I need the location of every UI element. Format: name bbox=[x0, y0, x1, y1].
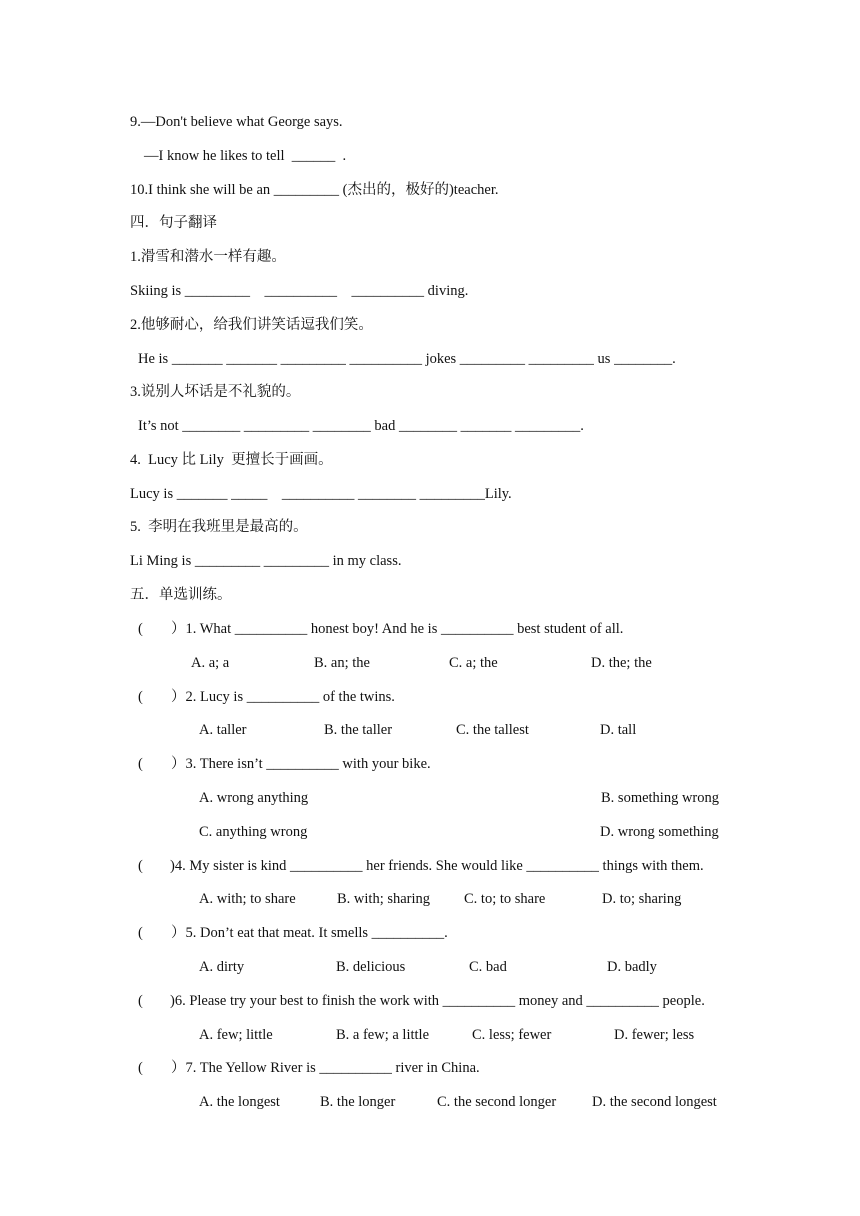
translation-3-english: It’s not ________ _________ ________ bad ________ _______ _________. bbox=[138, 418, 584, 434]
translation-4-english: Lucy is _______ _____ __________ ________ _________Lily. bbox=[130, 486, 512, 502]
translation-5-english: Li Ming is _________ _________ in my class. bbox=[130, 553, 402, 569]
mc-2-paren: ( bbox=[138, 689, 143, 705]
mc-1-option-a: A. a; a bbox=[191, 655, 230, 671]
mc-7-option-c: C. the second longer bbox=[437, 1094, 557, 1110]
mc-4-option-a: A. with; to share bbox=[199, 891, 296, 907]
mc-7-stem: ）7. The Yellow River is __________ river in China. bbox=[171, 1060, 480, 1076]
section-4-heading: 四．句子翻译 bbox=[130, 215, 217, 231]
mc-4-stem: )4. My sister is kind __________ her friends. She would like __________ things with them. bbox=[170, 858, 704, 874]
mc-6-stem: )6. Please try your best to finish the work with __________ money and __________ people. bbox=[170, 993, 705, 1009]
translation-1-english: Skiing is _________ __________ __________ diving. bbox=[130, 283, 469, 299]
mc-7-option-a: A. the longest bbox=[199, 1094, 280, 1110]
translation-2-chinese: 2.他够耐心，给我们讲笑话逗我们笑。 bbox=[130, 317, 373, 333]
mc-6-option-a: A. few; little bbox=[199, 1027, 273, 1043]
mc-2-option-c: C. the tallest bbox=[456, 722, 529, 738]
mc-4-option-d: D. to; sharing bbox=[602, 891, 682, 907]
mc-1-option-d: D. the; the bbox=[591, 655, 652, 671]
mc-7-paren: ( bbox=[138, 1060, 143, 1076]
translation-3-chinese: 3.说别人坏话是不礼貌的。 bbox=[130, 384, 301, 400]
mc-3-option-b: B. something wrong bbox=[601, 790, 720, 806]
question-9-line-2: —I know he likes to tell ______ . bbox=[144, 148, 347, 164]
mc-1-option-c: C. a; the bbox=[449, 655, 498, 671]
translation-4-chinese: 4. Lucy 比 Lily 更擅长于画画。 bbox=[130, 452, 333, 468]
mc-2-option-a: A. taller bbox=[199, 722, 247, 738]
mc-5-paren: ( bbox=[138, 925, 143, 941]
mc-6-paren: ( bbox=[138, 993, 143, 1009]
mc-2-option-b: B. the taller bbox=[324, 722, 393, 738]
mc-5-option-c: C. bad bbox=[469, 959, 507, 975]
mc-3-option-d: D. wrong something bbox=[600, 824, 719, 840]
translation-5-chinese: 5. 李明在我班里是最高的。 bbox=[130, 519, 308, 535]
mc-7-option-d: D. the second longest bbox=[592, 1094, 717, 1110]
mc-4-option-c: C. to; to share bbox=[464, 891, 546, 907]
translation-2-english: He is _______ _______ _________ __________ jokes _________ _________ us ________. bbox=[138, 351, 676, 367]
mc-5-option-a: A. dirty bbox=[199, 959, 245, 975]
mc-4-option-b: B. with; sharing bbox=[337, 891, 431, 907]
translation-1-chinese: 1.滑雪和潜水一样有趣。 bbox=[130, 249, 286, 265]
mc-7-option-b: B. the longer bbox=[320, 1094, 396, 1110]
mc-6-option-d: D. fewer; less bbox=[614, 1027, 695, 1043]
mc-5-option-b: B. delicious bbox=[336, 959, 406, 975]
mc-4-paren: ( bbox=[138, 858, 143, 874]
mc-6-option-c: C. less; fewer bbox=[472, 1027, 552, 1043]
mc-2-stem: ）2. Lucy is __________ of the twins. bbox=[171, 689, 395, 705]
mc-5-option-d: D. badly bbox=[607, 959, 657, 975]
mc-1-stem: ）1. What __________ honest boy! And he is __________ best student of all. bbox=[171, 621, 624, 637]
mc-3-option-a: A. wrong anything bbox=[199, 790, 309, 806]
mc-2-option-d: D. tall bbox=[600, 722, 637, 738]
mc-1-option-b: B. an; the bbox=[314, 655, 370, 671]
mc-6-option-b: B. a few; a little bbox=[336, 1027, 430, 1043]
mc-3-option-c: C. anything wrong bbox=[199, 824, 308, 840]
mc-3-paren: ( bbox=[138, 756, 143, 772]
section-5-heading: 五．单选训练。 bbox=[130, 587, 232, 603]
mc-5-stem: ）5. Don’t eat that meat. It smells __________. bbox=[171, 925, 448, 941]
question-9-line-1: 9.—Don't believe what George says. bbox=[130, 114, 343, 130]
mc-3-stem: ）3. There isn’t __________ with your bike. bbox=[171, 756, 431, 772]
question-10: 10.I think she will be an _________ (杰出的，极好的)teacher. bbox=[130, 182, 499, 198]
mc-1-paren: ( bbox=[138, 621, 143, 637]
